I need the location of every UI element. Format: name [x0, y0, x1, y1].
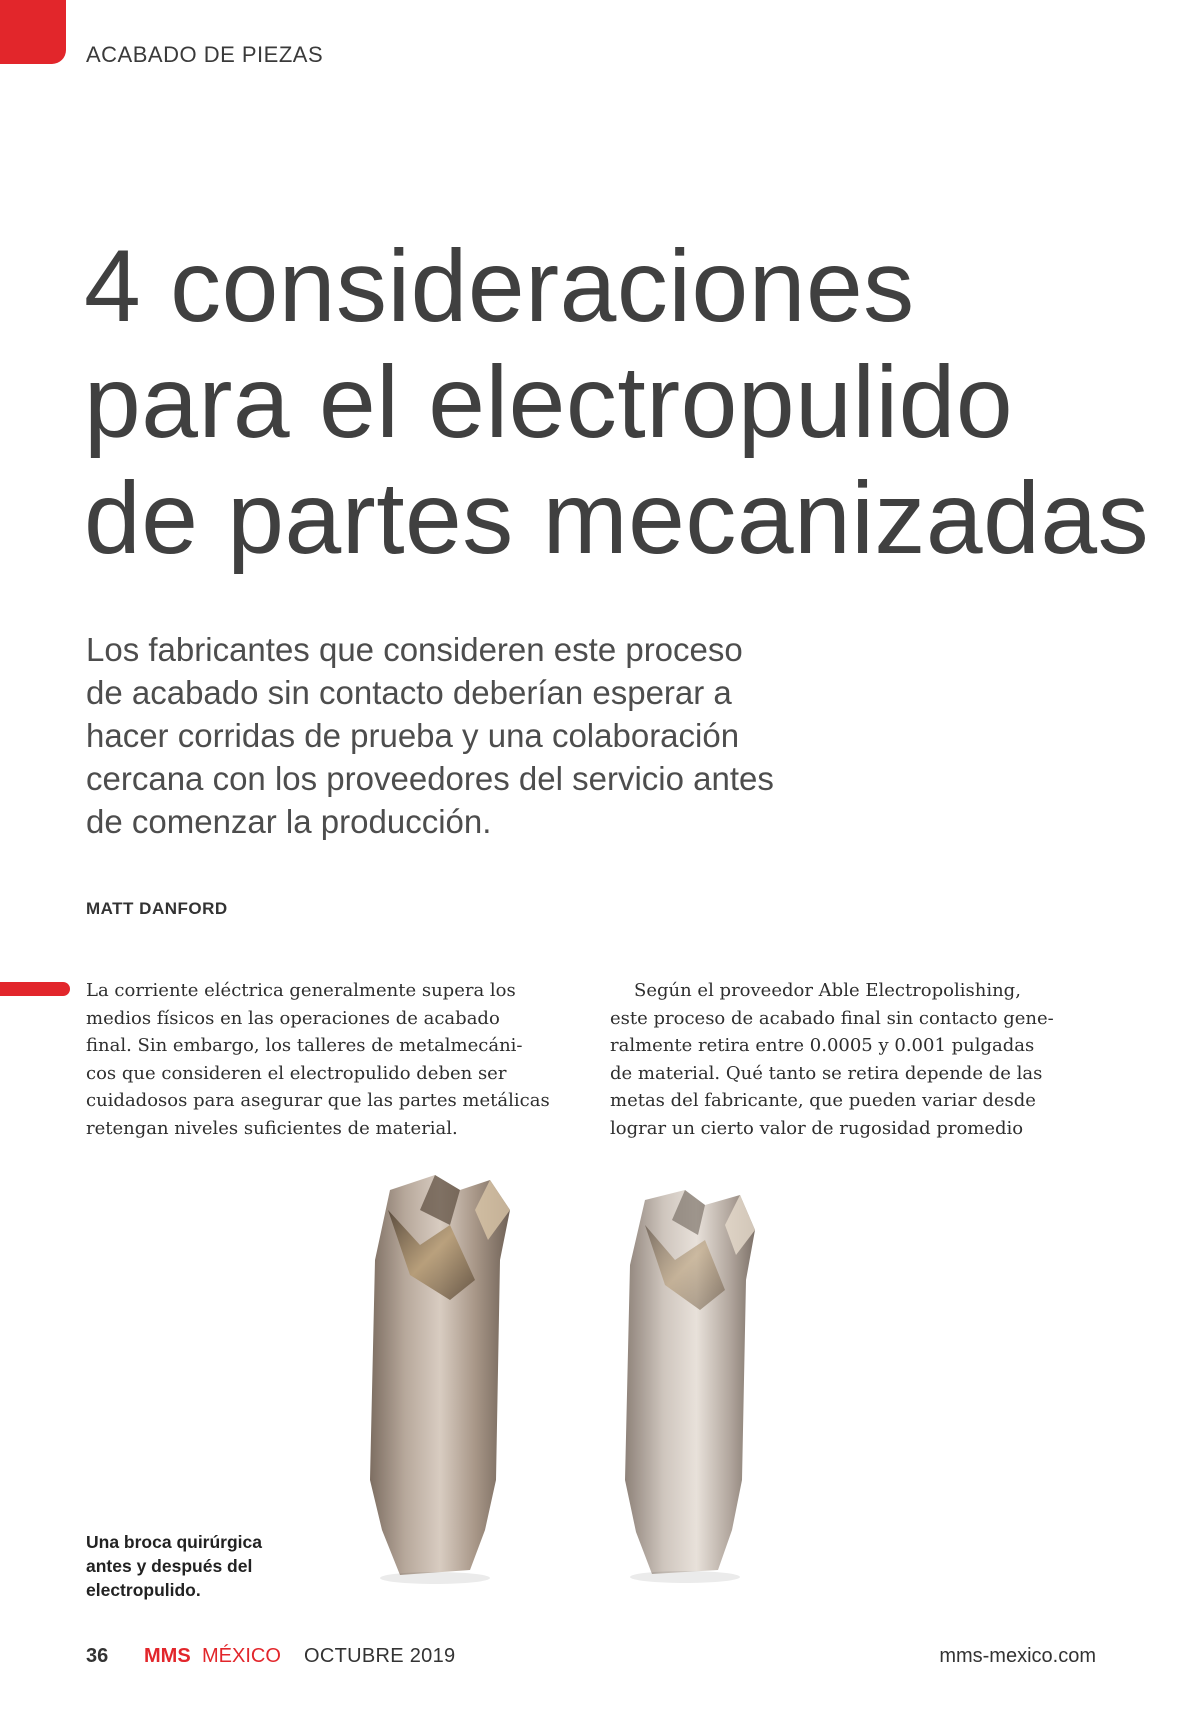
page-footer [86, 1645, 1096, 1675]
body-line: Según el proveedor Able Electropolishing, [634, 980, 1021, 1001]
article-title [84, 228, 1164, 576]
body-line: de material. Qué tanto se retira depende de las [610, 1062, 1043, 1084]
drill-after-icon [625, 1190, 755, 1583]
figure-caption [86, 1530, 262, 1602]
body-line: medios físicos en las operaciones de acabado [86, 1007, 500, 1029]
deck-line: cercana con los proveedores del servicio antes [86, 760, 774, 797]
body-line: este proceso de acabado final sin contacto gene- [610, 1007, 1054, 1029]
body-line: ralmente retira entre 0.0005 y 0.001 pulgadas [610, 1035, 1035, 1056]
body-line: final. Sin embargo, los talleres de metalmecáni- [86, 1035, 523, 1056]
section-label: ACABADO DE PIEZAS [86, 42, 324, 67]
body-line: lograr un cierto valor de rugosidad promedio [610, 1117, 1024, 1139]
body-line: La corriente eléctrica generalmente supera los [86, 980, 516, 1001]
caption-line: Una broca quirúrgica [86, 1532, 263, 1552]
body-line: cos que consideren el electropulido deben ser [86, 1062, 507, 1084]
page-number: 36 [86, 1645, 109, 1667]
body-line: retengan niveles suficientes de material. [86, 1117, 458, 1139]
drill-bits-photo [300, 1150, 860, 1610]
drill-before-icon [370, 1175, 510, 1584]
deck-line: Los fabricantes que consideren este proceso [86, 631, 743, 668]
title-line: de partes mecanizadas [84, 461, 1150, 575]
caption-line: electropulido. [86, 1580, 201, 1600]
body-start-marker [0, 982, 70, 996]
body-column-left [86, 977, 576, 1142]
magazine-edition: MÉXICO [202, 1645, 281, 1667]
deck-line: de acabado sin contacto deberían esperar a [86, 674, 732, 711]
corner-accent-tab [0, 0, 66, 64]
body-line: metas del fabricante, que pueden variar desde [610, 1090, 1036, 1111]
deck-line: hacer corridas de prueba y una colaboración [86, 717, 740, 754]
body-column-right [610, 977, 1090, 1142]
deck-line: de comenzar la producción. [86, 803, 492, 840]
issue-date: OCTUBRE 2019 [304, 1645, 456, 1667]
caption-line: antes y después del [86, 1556, 253, 1576]
magazine-brand: MMS [144, 1645, 191, 1667]
article-deck [86, 628, 806, 843]
title-line: para el electropulido [84, 345, 1014, 459]
title-line: 4 consideraciones [84, 229, 915, 343]
body-line: cuidadosos para asegurar que las partes metálicas [86, 1090, 550, 1111]
website-link[interactable]: mms-mexico.com [939, 1645, 1096, 1667]
author-byline: MATT DANFORD [86, 899, 228, 918]
